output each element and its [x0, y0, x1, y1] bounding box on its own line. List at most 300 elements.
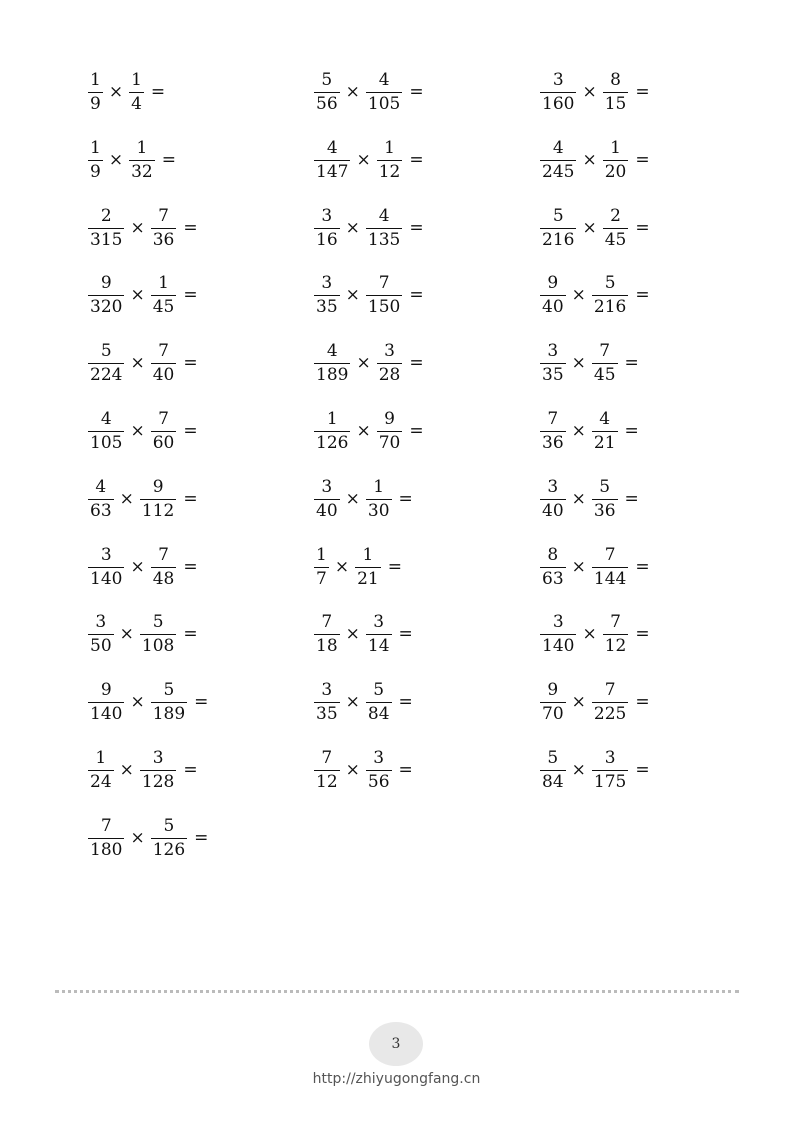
denominator: 12 [316, 772, 338, 792]
denominator: 30 [367, 500, 390, 521]
multiplication-problem [88, 205, 198, 250]
denominator: 35 [316, 297, 338, 318]
denominator: 144 [593, 568, 627, 589]
numerator: 4 [552, 137, 564, 158]
numerator: 7 [604, 680, 616, 701]
fraction [140, 750, 176, 791]
multiplication-problem [88, 275, 198, 316]
numerator: 9 [547, 273, 559, 294]
denominator: 315 [90, 229, 123, 250]
times-sign: × [571, 692, 586, 713]
multiplication-problem [314, 544, 402, 589]
page-number-badge [369, 1022, 423, 1066]
multiplication-problem [314, 205, 424, 250]
times-sign: × [130, 827, 145, 848]
fraction [366, 476, 392, 521]
multiplication-problem [540, 476, 639, 521]
times-sign: × [356, 421, 371, 441]
times-sign: × [345, 692, 360, 713]
numerator: 7 [158, 205, 169, 226]
fraction [314, 275, 340, 316]
times-sign: × [130, 692, 145, 713]
times-sign: × [345, 624, 360, 645]
fraction [366, 614, 392, 655]
fraction [140, 476, 176, 521]
denominator: 147 [316, 161, 349, 182]
numerator: 3 [100, 544, 112, 565]
denominator: 224 [90, 365, 123, 386]
numerator: 3 [321, 680, 333, 701]
equals-sign: = [398, 692, 413, 713]
numerator: 9 [100, 680, 112, 701]
fraction [592, 343, 618, 384]
multiplication-problem [314, 72, 424, 113]
fraction [88, 476, 114, 521]
times-sign: × [582, 624, 597, 645]
times-sign: × [571, 421, 586, 441]
denominator: 175 [593, 772, 627, 792]
fraction [88, 682, 124, 723]
fraction [366, 205, 402, 250]
numerator: 3 [321, 476, 333, 497]
numerator: 1 [136, 137, 148, 158]
multiplication-problem [88, 411, 198, 452]
equals-sign: = [183, 217, 198, 238]
times-sign: × [571, 353, 586, 374]
fraction [540, 411, 566, 452]
fraction [603, 72, 629, 113]
denominator: 56 [367, 772, 390, 792]
multiplication-problem [88, 343, 198, 384]
fraction [540, 343, 566, 384]
denominator: 140 [542, 636, 575, 657]
times-sign: × [130, 556, 145, 577]
equals-sign: = [635, 760, 650, 780]
equals-sign: = [183, 760, 198, 780]
denominator: 35 [316, 704, 338, 725]
times-sign: × [582, 82, 597, 102]
numerator: 3 [547, 476, 559, 497]
multiplication-problem [88, 544, 198, 589]
numerator: 5 [163, 680, 175, 701]
denominator: 180 [90, 839, 123, 860]
denominator: 84 [367, 704, 390, 725]
numerator: 7 [158, 341, 169, 362]
multiplication-problem [314, 476, 413, 521]
numerator: 7 [599, 341, 611, 362]
multiplication-problem [314, 750, 413, 791]
denominator: 70 [542, 704, 564, 725]
times-sign: × [582, 149, 597, 170]
numerator: 1 [158, 273, 169, 294]
denominator: 63 [542, 568, 564, 589]
fraction [88, 275, 124, 316]
fraction [151, 815, 187, 860]
equals-sign: = [624, 488, 639, 509]
denominator: 45 [152, 297, 175, 318]
equals-sign: = [635, 556, 650, 577]
fraction [151, 275, 177, 316]
fraction [592, 411, 618, 452]
fraction [603, 614, 629, 655]
numerator: 3 [152, 748, 164, 768]
site-url: http://zhiyugongfang.cn [312, 1071, 481, 1087]
times-sign: × [130, 285, 145, 306]
denominator: 84 [542, 772, 564, 792]
page-number: 3 [391, 1036, 401, 1052]
denominator: 126 [316, 433, 349, 453]
denominator: 40 [152, 365, 175, 386]
denominator: 18 [316, 636, 338, 657]
numerator: 5 [552, 205, 564, 226]
multiplication-problem [540, 343, 639, 384]
multiplication-problem [88, 137, 176, 182]
denominator: 7 [316, 568, 327, 589]
denominator: 12 [378, 161, 401, 182]
numerator: 3 [547, 341, 559, 362]
multiplication-problem [314, 614, 413, 655]
denominator: 63 [90, 500, 112, 521]
denominator: 189 [316, 365, 349, 386]
multiplication-problem [314, 343, 424, 384]
fraction [129, 72, 144, 113]
numerator: 3 [552, 612, 564, 633]
equals-sign: = [398, 488, 413, 509]
denominator: 45 [604, 229, 627, 250]
fraction [540, 137, 576, 182]
multiplication-problem [540, 411, 639, 452]
fraction [592, 544, 628, 589]
numerator: 5 [599, 476, 611, 497]
times-sign: × [119, 760, 134, 780]
numerator: 5 [604, 273, 616, 294]
times-sign: × [345, 82, 360, 102]
equals-sign: = [624, 353, 639, 374]
equals-sign: = [635, 149, 650, 170]
denominator: 245 [542, 161, 575, 182]
times-sign: × [582, 217, 597, 238]
fraction [592, 750, 628, 791]
multiplication-problem [88, 750, 198, 791]
fraction [314, 205, 340, 250]
fraction [88, 815, 124, 860]
denominator: 9 [90, 161, 101, 182]
fraction [129, 137, 155, 182]
times-sign: × [130, 421, 145, 441]
fraction [314, 411, 350, 452]
denominator: 40 [316, 500, 338, 521]
numerator: 4 [326, 137, 338, 158]
numerator: 7 [378, 273, 390, 294]
fraction [540, 682, 566, 723]
fraction [314, 476, 340, 521]
numerator: 1 [90, 70, 101, 90]
times-sign: × [356, 149, 371, 170]
multiplication-problem [540, 137, 650, 182]
multiplication-problem [88, 476, 198, 521]
numerator: 2 [610, 205, 621, 226]
fraction [355, 544, 381, 589]
equals-sign: = [398, 624, 413, 645]
fraction [140, 614, 176, 655]
times-sign: × [571, 760, 586, 780]
fraction [151, 411, 177, 452]
fraction [151, 343, 177, 384]
numerator: 3 [552, 70, 564, 90]
fraction [151, 544, 177, 589]
fraction [377, 343, 403, 384]
fraction [151, 682, 187, 723]
times-sign: × [130, 217, 145, 238]
denominator: 108 [141, 636, 175, 657]
denominator: 105 [367, 94, 401, 114]
equals-sign: = [194, 827, 209, 848]
fraction [540, 275, 566, 316]
numerator: 5 [373, 680, 385, 701]
multiplication-problem [314, 275, 424, 316]
equals-sign: = [409, 149, 424, 170]
multiplication-problem [540, 544, 650, 589]
numerator: 4 [100, 409, 112, 429]
numerator: 1 [90, 137, 101, 158]
multiplication-problem [88, 815, 209, 860]
denominator: 126 [152, 839, 186, 860]
multiplication-problem [88, 72, 165, 113]
fraction [377, 411, 403, 452]
denominator: 160 [542, 94, 575, 114]
denominator: 40 [542, 297, 564, 318]
numerator: 7 [321, 612, 333, 633]
denominator: 35 [542, 365, 564, 386]
multiplication-problem [540, 614, 650, 655]
denominator: 21 [593, 433, 616, 453]
fraction [592, 476, 618, 521]
equals-sign: = [409, 217, 424, 238]
numerator: 1 [326, 409, 338, 429]
equals-sign: = [183, 285, 198, 306]
multiplication-problem [540, 750, 650, 791]
numerator: 5 [163, 815, 175, 836]
denominator: 60 [152, 433, 175, 453]
denominator: 50 [90, 636, 112, 657]
denominator: 320 [90, 297, 123, 318]
fraction [314, 72, 340, 113]
times-sign: × [130, 353, 145, 374]
numerator: 5 [547, 748, 559, 768]
numerator: 8 [610, 70, 621, 90]
numerator: 9 [384, 409, 395, 429]
equals-sign: = [398, 760, 413, 780]
numerator: 3 [373, 612, 385, 633]
denominator: 216 [542, 229, 575, 250]
equals-sign: = [409, 421, 424, 441]
numerator: 7 [158, 544, 169, 565]
dotted-divider [55, 990, 739, 993]
fraction [88, 544, 124, 589]
times-sign: × [345, 217, 360, 238]
multiplication-problem [314, 137, 424, 182]
numerator: 7 [321, 748, 333, 768]
denominator: 32 [131, 161, 153, 182]
denominator: 9 [90, 94, 101, 114]
fraction [88, 205, 124, 250]
denominator: 21 [357, 568, 379, 589]
numerator: 7 [610, 612, 621, 633]
fraction [366, 72, 402, 113]
denominator: 216 [593, 297, 627, 318]
fraction [314, 682, 340, 723]
denominator: 189 [152, 704, 186, 725]
numerator: 1 [384, 137, 395, 158]
fraction [151, 205, 177, 250]
numerator: 1 [95, 748, 107, 768]
numerator: 4 [599, 409, 611, 429]
fraction [603, 137, 629, 182]
numerator: 7 [547, 409, 559, 429]
fraction [540, 205, 576, 250]
fraction [88, 343, 124, 384]
fraction [540, 614, 576, 655]
times-sign: × [345, 760, 360, 780]
equals-sign: = [635, 285, 650, 306]
denominator: 36 [542, 433, 564, 453]
fraction [366, 275, 402, 316]
fraction [314, 614, 340, 655]
numerator: 8 [547, 544, 559, 565]
equals-sign: = [635, 82, 650, 102]
fraction [314, 750, 340, 791]
denominator: 28 [378, 365, 401, 386]
fraction [88, 137, 103, 182]
numerator: 7 [100, 815, 112, 836]
multiplication-problem [88, 682, 208, 723]
times-sign: × [345, 488, 360, 509]
equals-sign: = [194, 692, 209, 713]
equals-sign: = [635, 692, 650, 713]
equals-sign: = [183, 353, 198, 374]
equals-sign: = [150, 82, 166, 102]
equals-sign: = [183, 556, 198, 577]
numerator: 4 [378, 70, 390, 90]
denominator: 128 [141, 772, 175, 792]
numerator: 9 [152, 476, 164, 497]
times-sign: × [119, 488, 134, 509]
denominator: 56 [316, 94, 338, 114]
equals-sign: = [635, 217, 650, 238]
numerator: 4 [378, 205, 390, 226]
denominator: 150 [367, 297, 401, 318]
equals-sign: = [183, 488, 198, 509]
numerator: 9 [100, 273, 112, 294]
equals-sign: = [161, 149, 176, 170]
numerator: 5 [100, 341, 112, 362]
denominator: 225 [593, 704, 627, 725]
numerator: 4 [95, 476, 107, 497]
multiplication-problem [314, 411, 424, 452]
denominator: 12 [604, 636, 627, 657]
denominator: 36 [593, 500, 616, 521]
numerator: 1 [316, 544, 327, 565]
fraction [88, 614, 114, 655]
times-sign: × [108, 149, 124, 170]
numerator: 7 [158, 409, 169, 429]
fraction [366, 750, 392, 791]
equals-sign: = [387, 556, 402, 577]
fraction [88, 411, 124, 452]
numerator: 7 [604, 544, 616, 565]
fraction [603, 205, 629, 250]
denominator: 105 [90, 433, 123, 453]
equals-sign: = [635, 624, 650, 645]
equals-sign: = [409, 82, 424, 102]
denominator: 20 [604, 161, 627, 182]
fraction [540, 476, 566, 521]
equals-sign: = [624, 421, 639, 441]
fraction [540, 750, 566, 791]
numerator: 2 [100, 205, 112, 226]
multiplication-problem [540, 275, 650, 316]
fraction [314, 137, 350, 182]
numerator: 5 [152, 612, 164, 633]
times-sign: × [571, 556, 586, 577]
fraction [540, 544, 566, 589]
numerator: 4 [326, 341, 338, 362]
fraction [377, 137, 403, 182]
times-sign: × [356, 353, 371, 374]
numerator: 3 [321, 205, 333, 226]
denominator: 48 [152, 568, 175, 589]
numerator: 1 [131, 70, 142, 90]
multiplication-problem [540, 72, 650, 113]
equals-sign: = [183, 421, 198, 441]
fraction [540, 72, 576, 113]
denominator: 4 [131, 94, 142, 114]
fraction [88, 72, 103, 113]
equals-sign: = [409, 353, 424, 374]
fraction [592, 275, 628, 316]
multiplication-problem [314, 682, 413, 723]
numerator: 1 [362, 544, 374, 565]
denominator: 36 [152, 229, 175, 250]
numerator: 3 [384, 341, 395, 362]
fraction [314, 343, 350, 384]
denominator: 70 [378, 433, 401, 453]
numerator: 3 [95, 612, 107, 633]
denominator: 40 [542, 500, 564, 521]
denominator: 24 [90, 772, 112, 792]
numerator: 1 [373, 476, 385, 497]
numerator: 5 [321, 70, 333, 90]
times-sign: × [571, 488, 586, 509]
multiplication-problem [540, 205, 650, 250]
denominator: 140 [90, 704, 123, 725]
numerator: 1 [610, 137, 621, 158]
denominator: 112 [141, 500, 175, 521]
multiplication-problem [540, 682, 650, 723]
denominator: 45 [593, 365, 616, 386]
fraction [314, 544, 329, 589]
equals-sign: = [183, 624, 198, 645]
numerator: 3 [604, 748, 616, 768]
fraction [88, 750, 114, 791]
fraction [592, 682, 628, 723]
numerator: 3 [321, 273, 333, 294]
equals-sign: = [409, 285, 424, 306]
multiplication-problem [88, 614, 198, 655]
times-sign: × [108, 82, 124, 102]
denominator: 14 [367, 636, 390, 657]
denominator: 135 [367, 229, 401, 250]
